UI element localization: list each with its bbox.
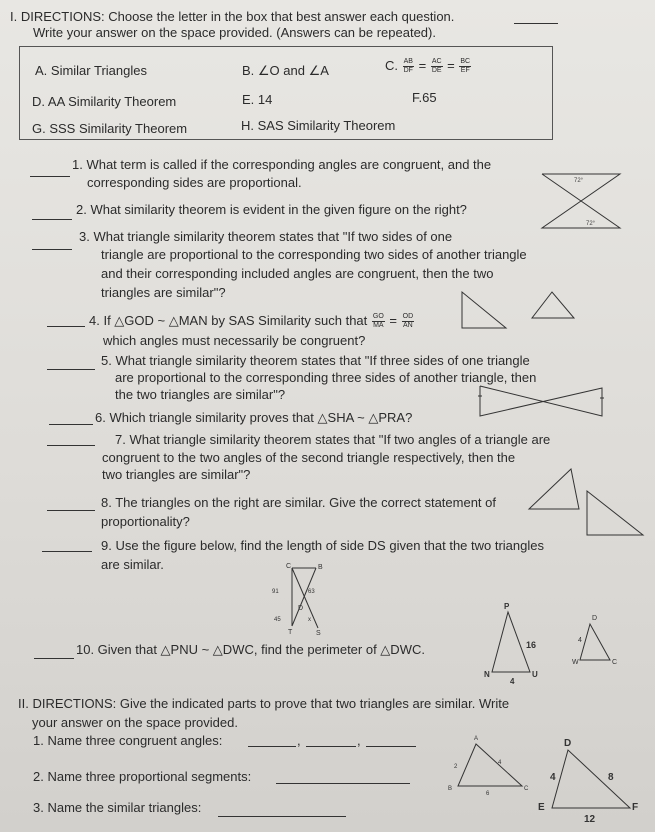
label-d: D (592, 615, 598, 622)
frac-num: BC (460, 58, 471, 66)
question-8-line-1: 8. The triangles on the right are similar. Give the correct statement of (101, 495, 497, 510)
choice-a: A. Similar Triangles (35, 63, 147, 78)
label-n: N (484, 670, 490, 679)
question-9-line-1: 9. Use the figure below, find the length of side DS given that the two triangles (101, 538, 544, 553)
q4-frac-1 (372, 313, 385, 330)
choice-c (385, 58, 472, 75)
label-4-bottom: 4 (510, 677, 515, 686)
answer-blank-9[interactable] (42, 551, 92, 552)
question-5-line-1: 5. What triangle similarity theorem states that "If three sides of one triangle (101, 353, 530, 368)
label-8: 8 (608, 772, 614, 783)
label-f: F (632, 802, 639, 813)
question-1-line-2: corresponding sides are proportional. (87, 175, 302, 190)
q4-eq: = (389, 313, 398, 328)
label-s: S (316, 630, 321, 637)
choice-c-eq-1: = (418, 58, 427, 73)
answer-blank-6[interactable] (49, 424, 93, 425)
question-7-line-3: two triangles are similar"? (102, 467, 251, 482)
q2-bowtie-figure (540, 170, 622, 232)
q10-figure (480, 600, 640, 690)
choice-b: B. ∠O and ∠A (242, 63, 329, 78)
frac-den: DE (431, 67, 442, 75)
question-5-line-2: are proportional to the corresponding three sides of another triangle, then (115, 370, 537, 385)
question-4-text: 4. If △GOD ~ △MAN by SAS Similarity such that (89, 313, 368, 328)
label-p: P (504, 602, 510, 611)
part1-heading-2: Write your answer on the space provided. (Answers can be repeated). (33, 25, 436, 40)
label-a: A (474, 736, 479, 742)
frac-den: EF (460, 67, 470, 75)
label-c: C (524, 786, 529, 792)
choice-d: D. AA Similarity Theorem (32, 94, 177, 109)
label-2: 2 (454, 764, 458, 770)
label-x: x (308, 617, 311, 623)
svg-text:72°: 72° (586, 221, 596, 227)
answer-blank-2[interactable] (32, 219, 72, 220)
question-8-line-2: proportionality? (101, 514, 190, 529)
q9-figure (270, 562, 340, 638)
label-d: D (298, 605, 304, 612)
answer-blank-7[interactable] (47, 445, 95, 446)
label-63: 63 (308, 589, 315, 595)
choice-e: E. 14 (242, 92, 273, 107)
frac-den: DF (403, 67, 413, 75)
similar-triangles-blank[interactable] (218, 816, 346, 817)
question-6: 6. Which triangle similarity proves that △SHA ~ △PRA? (95, 410, 413, 425)
label-45: 45 (274, 617, 281, 623)
question-10: 10. Given that △PNU ~ △DWC, find the perimeter of △DWC. (76, 642, 425, 657)
label-4-large: 4 (550, 772, 556, 783)
frac-den: AN (403, 322, 413, 330)
comma-2: , (357, 733, 361, 748)
choice-g: G. SSS Similarity Theorem (32, 121, 188, 136)
label-12: 12 (584, 814, 596, 825)
question-9-line-2: are similar. (101, 557, 164, 572)
choice-c-frac-3 (459, 58, 471, 75)
part1-heading: I. DIRECTIONS: Choose the letter in the box that best answer each question. (10, 9, 455, 24)
label-w: W (572, 659, 579, 666)
score-blank[interactable] (514, 23, 558, 24)
q4-frac-2 (402, 313, 415, 330)
question-1-line-1: 1. What term is called if the corresponding angles are congruent, and the (72, 157, 492, 172)
question-3-line-4: triangles are similar"? (101, 285, 226, 300)
label-6: 6 (486, 791, 490, 797)
choice-c-frac-1 (403, 58, 414, 75)
part2-triangles-figure (440, 730, 640, 830)
part2-question-2: 2. Name three proportional segments: (33, 769, 252, 784)
choice-c-frac-2 (431, 58, 443, 75)
question-3-line-1: 3. What triangle similarity theorem states that "If two sides of one (79, 229, 453, 244)
frac-num: GO (372, 313, 384, 321)
svg-text:72°: 72° (574, 178, 584, 184)
label-c: C (612, 659, 618, 666)
segments-blank[interactable] (276, 783, 410, 784)
label-c: C (286, 563, 292, 570)
label-16: 16 (526, 640, 537, 650)
q8-triangles-figure (525, 465, 650, 540)
label-4-small: 4 (498, 760, 502, 766)
frac-num: AB (403, 58, 413, 66)
comma-1: , (297, 733, 301, 748)
angle-blank-1[interactable] (248, 746, 296, 747)
choice-f: F.65 (412, 90, 437, 105)
frac-num: AC (431, 58, 442, 66)
answer-blank-4[interactable] (47, 326, 85, 327)
question-3-line-2: triangle are proportional to the corresponding two sides of another triangle (101, 247, 527, 262)
q4-triangles-figure (456, 288, 616, 332)
choice-c-eq-2: = (447, 58, 455, 73)
label-t: T (288, 629, 293, 636)
answer-blank-8[interactable] (47, 510, 95, 511)
answer-blank-3[interactable] (32, 249, 72, 250)
part2-question-1: 1. Name three congruent angles: (33, 733, 223, 748)
q6-crossed-triangles-figure (474, 382, 624, 422)
part2-heading-2: your answer on the space provided. (32, 715, 238, 730)
question-7-line-1: 7. What triangle similarity theorem states that "If two angles of a triangle are (115, 432, 551, 447)
label-91: 91 (272, 589, 279, 595)
choice-h: H. SAS Similarity Theorem (241, 118, 396, 133)
angle-blank-2[interactable] (306, 746, 356, 747)
question-7-line-2: congruent to the two angles of the second triangle respectively, then the (102, 450, 516, 465)
answer-blank-10[interactable] (34, 658, 74, 659)
frac-den: MA (373, 322, 384, 330)
label-4: 4 (578, 637, 582, 644)
label-b: B (318, 564, 323, 571)
angle-blank-3[interactable] (366, 746, 416, 747)
label-u: U (532, 670, 538, 679)
label-b: B (448, 786, 453, 792)
question-3-line-3: and their corresponding included angles are congruent, then the two (101, 266, 494, 281)
answer-blank-1[interactable] (30, 176, 70, 177)
label-d: D (564, 738, 572, 749)
part2-question-3: 3. Name the similar triangles: (33, 800, 202, 815)
question-4-line-2: which angles must necessarily be congruent? (103, 333, 366, 348)
choice-c-prefix: C. (385, 58, 398, 73)
question-5-line-3: the two triangles are similar"? (115, 387, 286, 402)
question-4-line-1 (89, 313, 415, 330)
answer-blank-5[interactable] (47, 369, 95, 370)
question-2: 2. What similarity theorem is evident in the given figure on the right? (76, 202, 467, 217)
frac-num: OD (402, 313, 414, 321)
part2-heading: II. DIRECTIONS: Give the indicated parts to prove that two triangles are similar. Write (18, 696, 510, 711)
label-e: E (538, 802, 545, 813)
